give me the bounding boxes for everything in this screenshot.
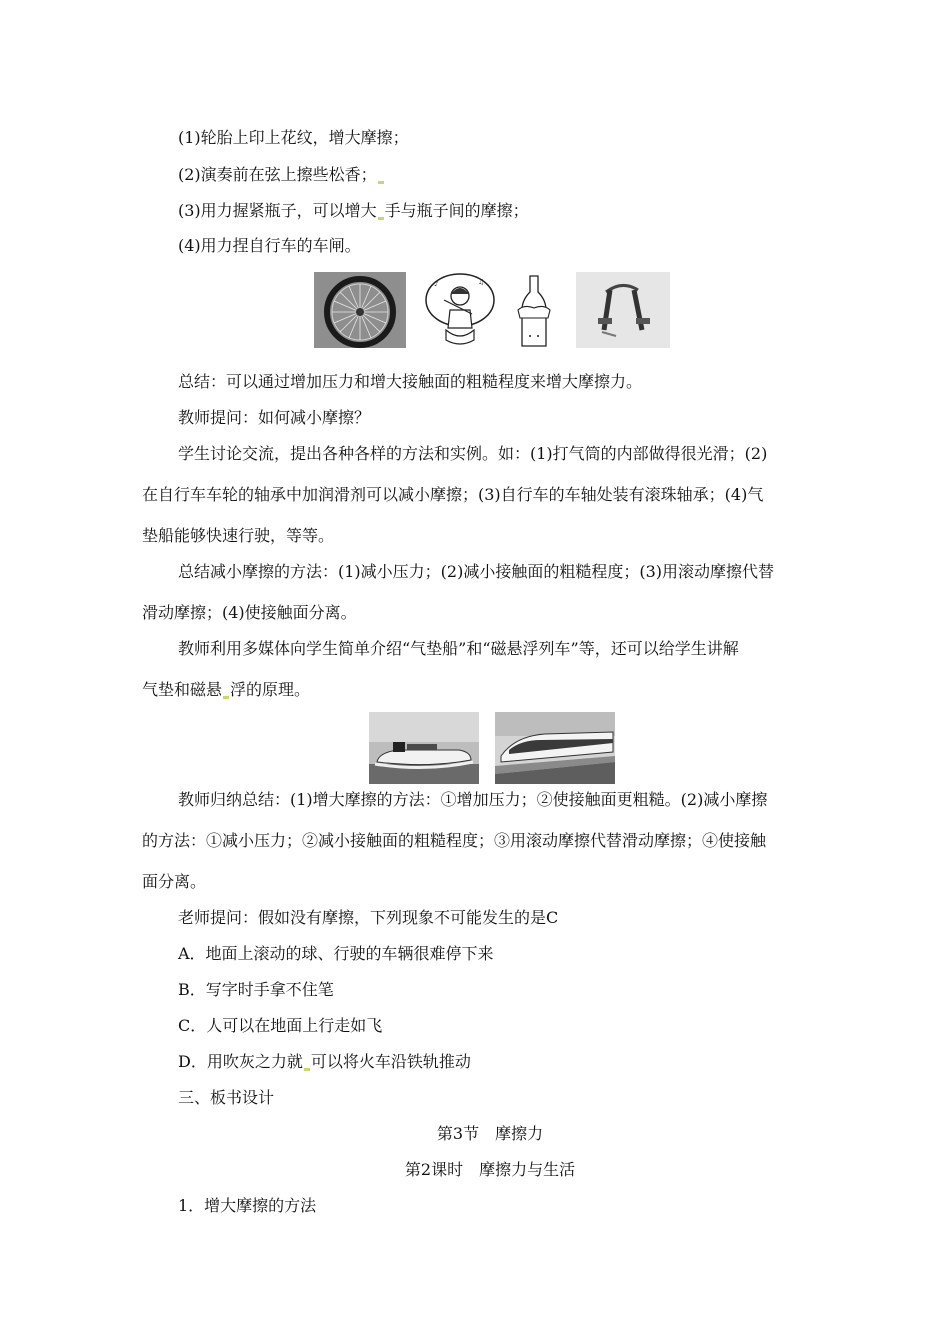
multimedia-line-1: 教师利用多媒体向学生简单介绍“气垫船”和“磁悬浮列车”等，还可以给学生讲解 bbox=[178, 639, 739, 658]
option-b: B．写字时手拿不住笔 bbox=[178, 980, 334, 999]
highlight-mark bbox=[223, 696, 229, 699]
example-2 bbox=[178, 165, 385, 185]
wheel-image bbox=[314, 272, 406, 348]
example-3 bbox=[178, 201, 529, 221]
option-d bbox=[178, 1052, 471, 1072]
summary-reduce-line-1: 总结减小摩擦的方法：(1)减小压力；(2)减小接触面的粗糙程度；(3)用滚动摩擦代替 bbox=[178, 562, 774, 581]
maglev-train-image bbox=[495, 712, 615, 784]
teacher-summary-line-1: 教师归纳总结：(1)增大摩擦的方法：①增加压力；②使接触面更粗糙。(2)减小摩擦 bbox=[178, 790, 768, 809]
board-item-1: 1．增大摩擦的方法 bbox=[178, 1196, 317, 1215]
section-heading: 三、板书设计 bbox=[178, 1088, 275, 1107]
option-c: C．人可以在地面上行走如飞 bbox=[178, 1016, 383, 1035]
board-subtitle: 第2课时 摩擦力与生活 bbox=[404, 1160, 576, 1179]
highlight-mark bbox=[304, 1068, 310, 1071]
bottle-image bbox=[514, 270, 554, 350]
highlight-mark bbox=[378, 181, 384, 184]
example-1: (1)轮胎上印上花纹，增大摩擦； bbox=[178, 128, 409, 147]
board-title: 第3节 摩擦力 bbox=[436, 1124, 544, 1143]
summary-increase: 总结：可以通过增加压力和增大接触面的粗糙程度来增大摩擦力。 bbox=[178, 372, 643, 391]
svg-text:♫: ♫ bbox=[478, 278, 485, 286]
teacher-summary-line-3: 面分离。 bbox=[142, 872, 207, 891]
multimedia-line-2 bbox=[142, 680, 310, 700]
example-3-text-a: (3)用力握紧瓶子，可以增大 bbox=[178, 201, 377, 220]
teacher-summary-line-2: 的方法：①减小压力；②减小接触面的粗糙程度；③用滚动摩擦代替滑动摩擦；④使接触 bbox=[142, 831, 767, 850]
violinist-image bbox=[420, 270, 500, 350]
summary-reduce-line-2: 滑动摩擦；(4)使接触面分离。 bbox=[142, 603, 357, 622]
hovercraft-image bbox=[369, 712, 479, 784]
svg-text:♪: ♪ bbox=[434, 280, 439, 288]
bike-brake-image bbox=[576, 272, 670, 348]
highlight-mark bbox=[378, 217, 384, 220]
example-3-text-b: 手与瓶子间的摩擦； bbox=[384, 201, 529, 220]
multimedia-text-a: 气垫和磁悬 bbox=[142, 680, 223, 699]
teacher-question-1: 教师提问：如何减小摩擦？ bbox=[178, 408, 371, 427]
multimedia-text-b: 浮的原理。 bbox=[230, 680, 311, 699]
option-d-text-b: 可以将火车沿铁轨推动 bbox=[310, 1052, 471, 1071]
teacher-question-2: 老师提问：假如没有摩擦，下列现象不可能发生的是C bbox=[178, 908, 559, 927]
example-4: (4)用力捏自行车的车闸。 bbox=[178, 236, 361, 255]
option-d-text-a: D．用吹灰之力就 bbox=[178, 1052, 303, 1071]
discussion-line-3: 垫船能够快速行驶，等等。 bbox=[142, 526, 335, 545]
discussion-line-2: 在自行车车轮的轴承中加润滑剂可以减小摩擦；(3)自行车的车轴处装有滚珠轴承；(4)气 bbox=[142, 485, 764, 504]
discussion-line-1: 学生讨论交流，提出各种各样的方法和实例。如：(1)打气筒的内部做得很光滑；(2) bbox=[178, 444, 768, 463]
example-2-text: (2)演奏前在弦上擦些松香； bbox=[178, 165, 377, 184]
option-a: A．地面上滚动的球、行驶的车辆很难停下来 bbox=[178, 944, 494, 963]
